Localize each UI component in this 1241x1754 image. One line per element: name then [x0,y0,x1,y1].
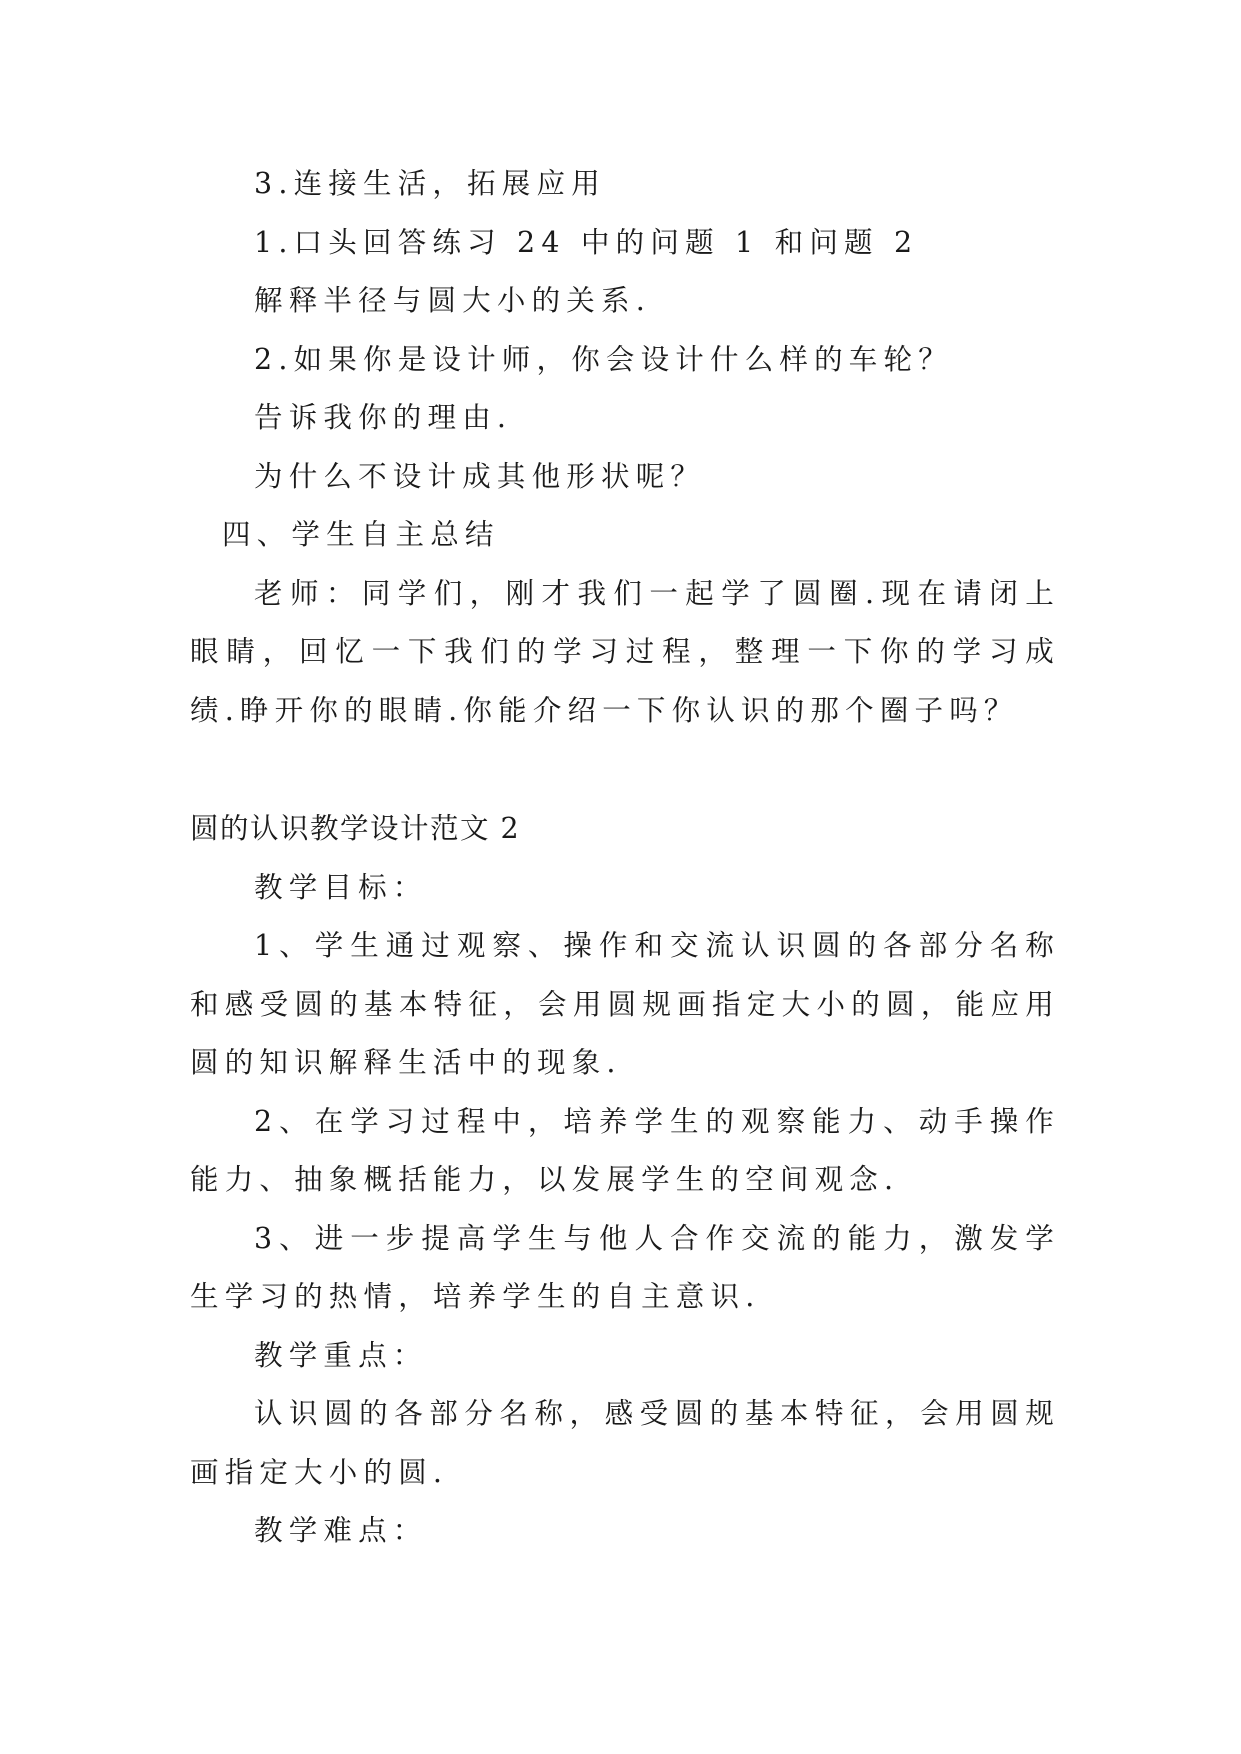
key-text: 认识圆的各部分名称，感受圆的基本特征，会用圆规画指定大小的圆. [190,1397,1060,1489]
goal-2: 2、在学习过程中，培养学生的观察能力、动手操作能力、抽象概括能力，以发展学生的空间观念. [190,1104,1060,1196]
exercise-2: 2.如果你是设计师，你会设计什么样的车轮？ [254,342,953,376]
exercise-2-question: 为什么不设计成其他形状呢？ [254,459,706,493]
difficulty-heading: 教学难点： [254,1514,428,1547]
goals-heading: 教学目标： [254,870,428,904]
section-4-heading: 四、学生自主总结 [222,518,500,551]
exercise-2-note: 告诉我你的理由. [254,401,513,434]
teacher-paragraph: 老师：同学们，刚才我们一起学了圆圈.现在请闭上眼睛，回忆一下我们的学习过程，整理一下你的学习成绩.睁开你的眼睛.你能介绍一下你认识的那个圈子吗？ [190,576,1060,727]
goal-3: 3、进一步提高学生与他人合作交流的能力，激发学生学习的热情，培养学生的自主意识. [190,1221,1060,1313]
exercise-1-note: 解释半径与圆大小的关系. [254,284,651,317]
doc-2-title: 圆的认识教学设计范文 2 [190,812,521,845]
document-page [190,155,1060,1561]
step-3-heading: 3.连接生活，拓展应用 [254,167,606,200]
goal-1: 1、学生通过观察、操作和交流认识圆的各部分名称和感受圆的基本特征，会用圆规画指定大小的圆，能应用圆的知识解释生活中的现象. [190,929,1060,1079]
exercise-1: 1.口头回答练习 24 中的问题 1 和问题 2 [254,225,919,259]
key-heading: 教学重点： [254,1338,428,1372]
